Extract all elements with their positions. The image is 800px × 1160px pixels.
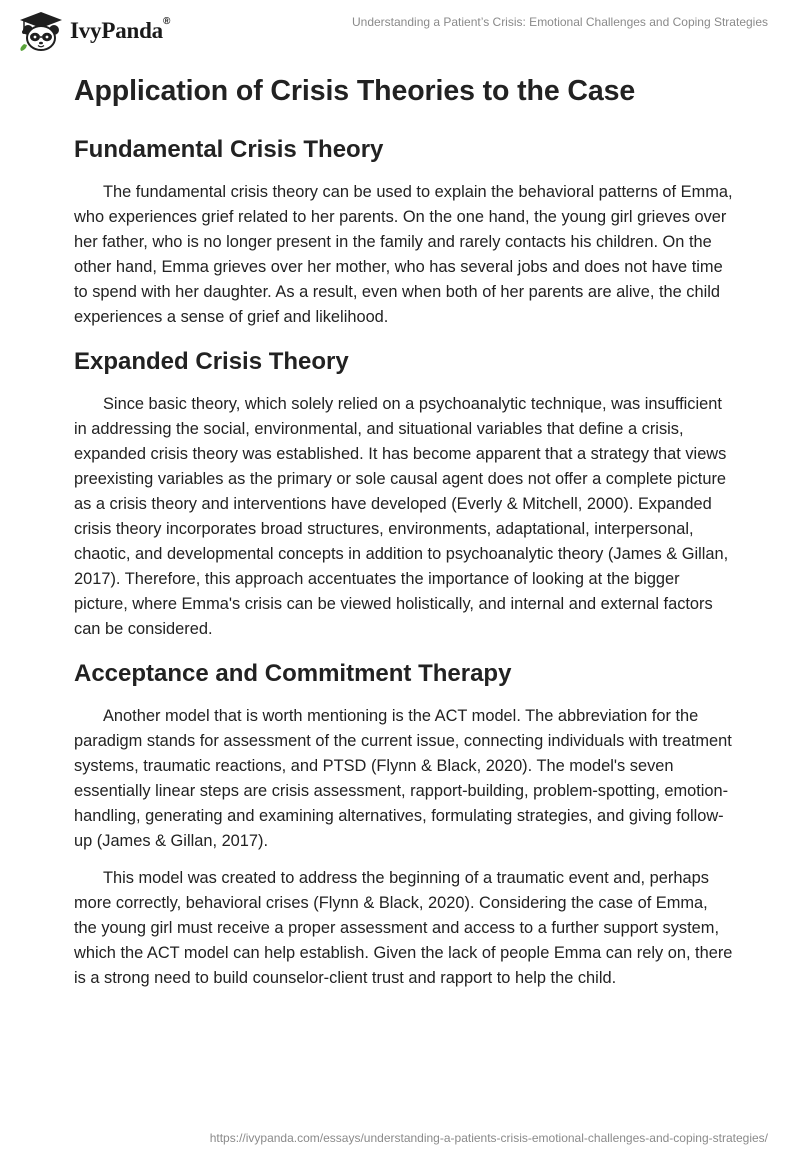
ivypanda-logo[interactable] bbox=[16, 10, 170, 52]
section-heading-fundamental: Fundamental Crisis Theory bbox=[74, 136, 384, 163]
paragraph: Since basic theory, which solely relied on a psychoanalytic technique, was insufficient in addressing the social, environmental, and situational variables that define a crisis, expanded crisis theory was established. It has become apparent that a strategy that views preexisting variables as the primary or sole causal agent does not offer a complete picture as a crisis theory and interventions have developed (Everly & Mitchell, 2000). Expanded crisis theory incorporates broad structures, environments, adaptational, interpersonal, chaotic, and developmental concepts in addition to psychoanalytic theory (James & Gillan, 2017). Therefore, this approach accentuates the importance of looking at the bigger picture, where Emma's crisis can be viewed holistically, and internal and external factors can be considered. bbox=[74, 395, 729, 638]
source-url-link[interactable]: https://ivypanda.com/essays/understanding-a-patients-crisis-emotional-challenges-and-coping-strategies/ bbox=[209, 1131, 768, 1145]
section-heading-act: Acceptance and Commitment Therapy bbox=[74, 660, 512, 687]
page-header bbox=[0, 0, 800, 60]
paragraph: This model was created to address the beginning of a traumatic event and, perhaps more correctly, behavioral crises (Flynn & Black, 2020). Considering the case of Emma, the young girl must receive a proper assessment and access to a further support system, which the ACT model can help establish. Given the lack of people Emma can rely on, there is a strong need to build counselor-client trust and rapport to help the child. bbox=[74, 869, 733, 987]
paragraph: Another model that is worth mentioning is the ACT model. The abbreviation for the paradigm stands for assessment of the current issue, connecting individuals with treatment systems, traumatic reactions, and PTSD (Flynn & Black, 2020). The model's seven essentially linear steps are crisis assessment, rapport-building, problem-spotting, emotion-handling, generating and examining alternatives, formulating strategies, and giving follow-up (James & Gillan, 2017). bbox=[74, 707, 732, 850]
section-heading-expanded: Expanded Crisis Theory bbox=[74, 348, 349, 375]
registered-mark: ® bbox=[162, 16, 171, 27]
essay-content bbox=[74, 68, 734, 991]
page-title: Application of Crisis Theories to the Case bbox=[74, 75, 636, 107]
logo-wordmark-text: IvyPanda bbox=[70, 18, 163, 43]
document-title: Understanding a Patient’s Crisis: Emotional Challenges and Coping Strategies bbox=[351, 15, 768, 29]
logo-wordmark bbox=[70, 18, 170, 44]
paragraph: The fundamental crisis theory can be used to explain the behavioral patterns of Emma, who experiences grief related to her parents. On the one hand, the young girl grieves over her father, who is no longer present in the family and rarely contacts his children. On the other hand, Emma grieves over her mother, who has several jobs and does not have time to spend with her daughter. As a result, even when both of her parents are alive, the child experiences a sense of grief and likelihood. bbox=[74, 183, 733, 326]
panda-graduate-icon bbox=[16, 10, 66, 52]
